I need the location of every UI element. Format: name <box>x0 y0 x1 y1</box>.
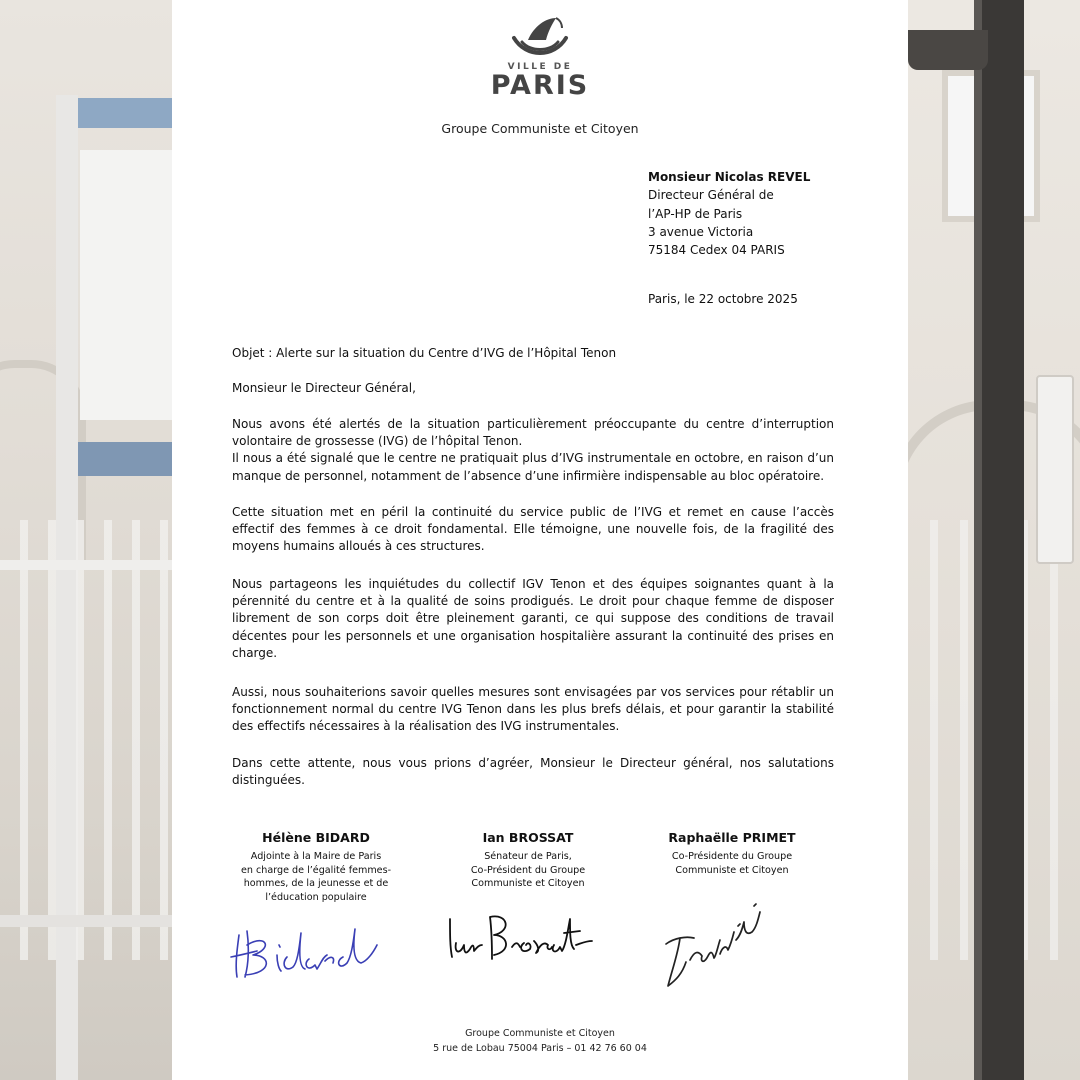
letter-salutation: Monsieur le Directeur Général, <box>232 381 416 395</box>
signatory-role-line: Co-Président du Groupe <box>470 864 586 876</box>
signatory-role <box>221 850 411 904</box>
recipient-line: 75184 Cedex 04 PARIS <box>648 243 785 258</box>
recipient-line: Directeur Général de <box>648 188 774 203</box>
signatory-name: Hélène BIDARD <box>262 830 370 845</box>
letter-closing <box>232 755 834 789</box>
background-panel <box>80 150 172 420</box>
footer-group-name: Groupe Communiste et Citoyen <box>465 1028 615 1039</box>
background-street-sign <box>1036 375 1074 564</box>
recipient-address <box>648 168 810 259</box>
letter-paragraph-text: Aussi, nous souhaiterions savoir quelles mesures sont envisagées par vos services pour rétablir un fonctionnement normal du centre IVG Tenon dans les plus brefs délais, et pour garantir la stabilité des effectifs nécessaires à la réalisation des IVG instrumentales. <box>232 685 834 734</box>
signatory-bidard <box>221 829 411 904</box>
background-rail <box>0 560 172 570</box>
background-fence-left <box>0 520 172 960</box>
signatory-name: Ian BROSSAT <box>482 830 574 845</box>
letter-subject: Objet : Alerte sur la situation du Centre d’IVG de l’Hôpital Tenon <box>232 346 617 360</box>
logo-title: PARIS <box>490 70 590 101</box>
letter-date: Paris, le 22 octobre 2025 <box>648 292 798 306</box>
logo-subtitle: VILLE DE <box>507 62 573 72</box>
letter-paragraph <box>232 504 834 556</box>
recipient-name: Monsieur Nicolas REVEL <box>648 170 811 184</box>
signatory-role-line: Co-Présidente du Groupe <box>671 851 793 862</box>
letter-paragraph <box>232 684 834 736</box>
signatory-role-line: hommes, de la jeunesse et de <box>243 878 389 889</box>
signatory-role <box>433 850 623 891</box>
footer-address: 5 rue de Lobau 75004 Paris – 01 42 76 60 04 <box>433 1043 647 1054</box>
letter-paragraph-text: Nous avons été alertés de la situation particulièrement préoccupante du centre d’interruption volontaire de grossesse (IVG) de l’hôpital Tenon. <box>232 417 834 449</box>
letter-paragraph-text: Il nous a été signalé que le centre ne pratiquait plus d’IVG instrumentale en octobre, en raison d’un manque de personnel, notamment de l’absence d’une infirmière indispensable au bloc opératoire. <box>232 451 834 483</box>
letter-paragraph <box>232 416 834 485</box>
letter-page <box>172 0 908 1080</box>
paris-ship-icon <box>508 14 572 62</box>
signatory-role-line: Adjointe à la Maire de Paris <box>250 851 382 862</box>
letter-paragraph-text: Cette situation met en péril la continuité du service public de l’IVG et remet en cause l’accès effectif des femmes à ce droit fondamental. Elle témoigne, une nouvelle fois, de la fragilité des moyens humains alloués à ces structures. <box>232 505 834 554</box>
background-rail <box>0 915 172 927</box>
letter-paragraph-text: Nous partageons les inquiétudes du collectif IGV Tenon et des équipes soignantes quant à la pérennité du centre et à la qualité de soins prodigués. Le droit pour chaque femme de disposer librement de son corps doit être pleinement garanti, ce qui suppose des conditions de travail décentes pour les personnels et une organisation hospitalière assurant la continuité des prises en charge. <box>232 577 834 660</box>
group-name: Groupe Communiste et Citoyen <box>441 121 639 136</box>
signatory-brossat <box>433 829 623 891</box>
signature-primet <box>660 900 770 1005</box>
letter-paragraph-text: Dans cette attente, nous vous prions d’agréer, Monsieur le Directeur général, nos salutations distinguées. <box>232 756 834 788</box>
background-lamp-pole <box>982 0 1024 1080</box>
signatory-name: Raphaëlle PRIMET <box>668 830 796 845</box>
signatory-primet <box>637 829 827 877</box>
recipient-line: 3 avenue Victoria <box>648 224 754 239</box>
background-blue-sign <box>78 98 172 128</box>
background-blue-sign <box>72 442 172 476</box>
signatory-role-line: Sénateur de Paris, <box>484 851 572 862</box>
footer <box>172 1026 908 1056</box>
signatory-role-line: Communiste et Citoyen <box>471 878 585 889</box>
signatory-role-line: l’éducation populaire <box>265 891 367 903</box>
signature-bidard <box>227 905 387 985</box>
background-pole <box>974 0 982 1080</box>
recipient-line: l’AP-HP de Paris <box>648 206 743 221</box>
signatory-role <box>637 850 827 877</box>
signatory-role-line: Communiste et Citoyen <box>675 864 789 876</box>
background-lamp-head <box>908 30 988 70</box>
ville-de-paris-logo <box>172 14 908 100</box>
signature-brossat <box>442 905 602 975</box>
letter-paragraph <box>232 576 834 662</box>
signatory-role-line: en charge de l’égalité femmes- <box>240 864 392 876</box>
